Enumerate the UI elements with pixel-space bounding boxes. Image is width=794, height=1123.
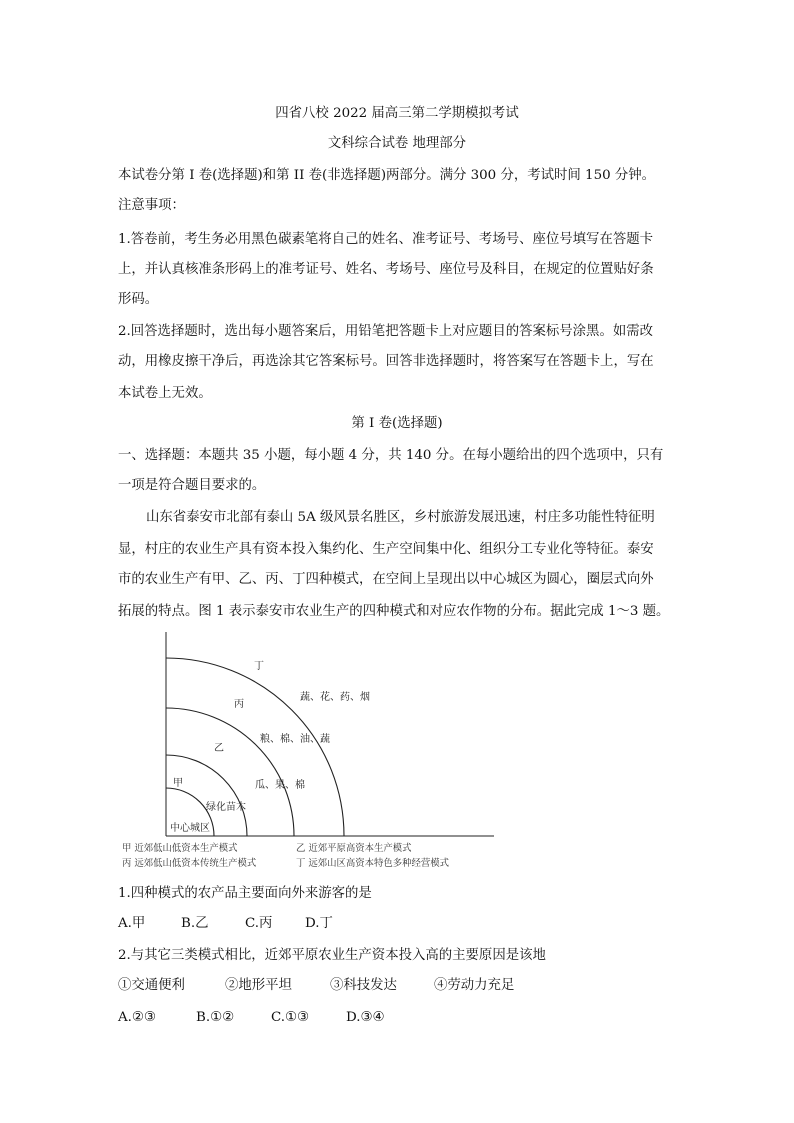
passage-line: 山东省泰安市北部有泰山 5A 级风景名胜区，乡村旅游发展迅速，村庄多功能性特征明 — [146, 510, 655, 525]
answer-option: B.①② — [196, 1010, 235, 1025]
statement-item: ③科技发达 — [330, 978, 397, 993]
notes-line: 形码。 — [118, 292, 159, 307]
answer-option: B.乙 — [181, 916, 209, 931]
answer-option: D.丁 — [305, 916, 333, 931]
zone-mode-label: 甲 — [173, 778, 183, 789]
section-title: 第 I 卷(选择题) — [351, 416, 443, 431]
ring-boundary — [166, 658, 344, 836]
intro-text: 本试卷分第 I 卷(选择题)和第 II 卷(非选择题)两部分。满分 300 分，考试时间 150 分钟。 — [118, 168, 656, 183]
paper-subtitle: 文科综合试卷 地理部分 — [327, 136, 467, 151]
legend-entry: 甲 近郊低山低资本生产模式 — [122, 843, 238, 854]
question-stem: 2.与其它三类模式相比，近郊平原农业生产资本投入高的主要原因是该地 — [118, 948, 546, 963]
legend-entry: 丁 远郊山区高资本特色多种经营模式 — [296, 858, 449, 869]
notes-heading: 注意事项： — [118, 198, 185, 213]
notes-line: 动，用橡皮擦干净后，再选涂其它答案标号。回答非选择题时，将答案写在答题卡上，写在 — [118, 354, 654, 369]
passage-line: 拓展的特点。图 1 表示泰安市农业生产的四种模式和对应农作物的分布。据此完成 1～3 题。 — [118, 604, 670, 619]
zone-mode-label: 丁 — [254, 661, 264, 672]
zone-crops-label: 瓜、果、棉 — [255, 780, 305, 791]
answer-option: D.③④ — [346, 1010, 385, 1025]
notes-line: 上，并认真核准条形码上的准考证号、姓名、考场号、座位号及科目，在规定的位置贴好条 — [118, 262, 654, 277]
zone-crops-label: 蔬、花、药、烟 — [300, 692, 370, 703]
zone-mode-label: 丙 — [234, 699, 244, 710]
passage-line: 显，村庄的农业生产具有资本投入集约化、生产空间集中化、组织分工专业化等特征。泰安 — [118, 542, 654, 557]
question-stem: 1.四种模式的农产品主要面向外来游客的是 — [118, 886, 372, 901]
section-instructions: 一、选择题：本题共 35 小题，每小题 4 分，共 140 分。在每小题给出的四个选项中，只有 — [118, 448, 664, 463]
paper-title: 四省八校 2022 届高三第二学期模拟考试 — [275, 106, 519, 121]
statement-item: ④劳动力充足 — [434, 978, 515, 993]
answer-option: C.丙 — [245, 916, 273, 931]
section-instructions: 一项是符合题目要求的。 — [118, 478, 266, 493]
zone-crops-label: 粮、棉、油、蔬 — [260, 734, 330, 745]
statement-item: ①交通便利 — [118, 978, 185, 993]
legend-entry: 乙 近郊平原高资本生产模式 — [296, 843, 412, 854]
zone-crops-label: 绿化苗木 — [206, 802, 246, 813]
agricultural-zones-figure — [118, 628, 498, 843]
notes-line: 本试卷上无效。 — [118, 386, 212, 401]
ring-boundary — [166, 708, 294, 836]
answer-option: A.甲 — [118, 916, 146, 931]
notes-line: 1.答卷前，考生务必用黑色碳素笔将自己的姓名、准考证号、考场号、座位号填写在答题卡 — [118, 232, 654, 247]
zone-mode-label: 乙 — [214, 743, 224, 754]
statement-item: ②地形平坦 — [225, 978, 292, 993]
answer-option: A.②③ — [118, 1010, 156, 1025]
legend-entry: 丙 远郊低山低资本传统生产模式 — [122, 858, 257, 869]
center-city-label: 中心城区 — [170, 823, 210, 834]
answer-option: C.①③ — [271, 1010, 310, 1025]
passage-line: 市的农业生产有甲、乙、丙、丁四种模式，在空间上呈现出以中心城区为圆心，圈层式向外 — [118, 572, 654, 587]
notes-line: 2.回答选择题时，选出每小题答案后，用铅笔把答题卡上对应题目的答案标号涂黑。如需改 — [118, 324, 654, 339]
